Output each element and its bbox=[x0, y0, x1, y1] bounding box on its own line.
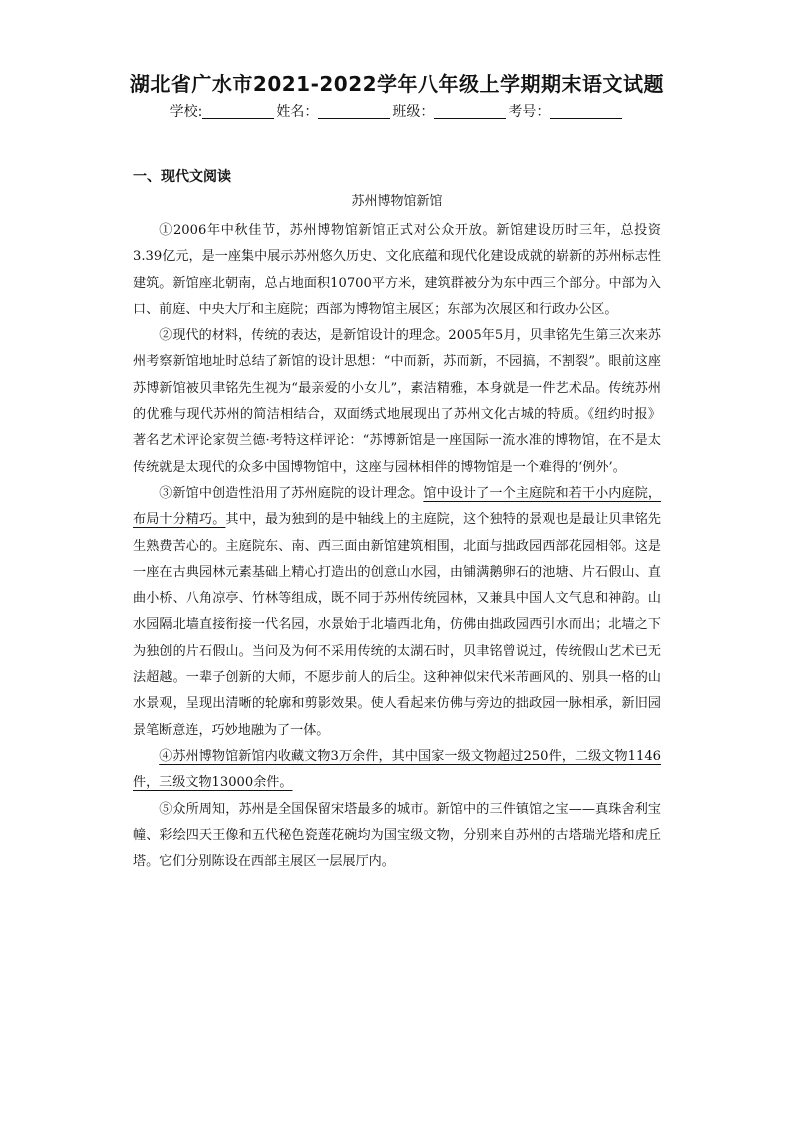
exam-number-label: 考号： bbox=[508, 104, 551, 120]
class-blank[interactable] bbox=[434, 104, 506, 119]
paragraph-3-intro: ③新馆中创造性沿用了苏州庭院的设计理念。 bbox=[159, 485, 424, 501]
paragraph-3-rest: 其中，最为独到的是中轴线上的主庭院，这个独特的景观也是最让贝聿铭先生熟费苦心的。主庭院东、南、西三面由新馆建筑相围，北面与拙政园西部花园相邻。这是一座在古典园林元素基础上精心打造出的创意山水园，由铺满鹅卵石的池塘、片石假山、直曲小桥、八角凉亭、竹林等组成，既不同于苏州传统园林，又兼具中国人文气息和神韵。山水园隔北墙直接衔接一代名园，水景始于北墙西北角，仿佛由拙政园西引水而出；北墙之下为独创的片石假山。当问及为何不采用传统的太湖石时，贝聿铭曾说过，传统假山艺术已无法超越。一辈子创新的大师，不愿步前人的后尘。这种神似宋代米芾画风的、别具一格的山水景观，呈现出清晰的轮廓和剪影效果。使人看起来仿佛与旁边的拙政园一脉相承，新旧园景笔断意连，巧妙地融为了一体。 bbox=[133, 512, 662, 738]
name-label: 姓名： bbox=[276, 104, 319, 120]
paragraph-2: ②现代的材料，传统的表达，是新馆设计的理念。2005年5月，贝聿铭先生第三次来苏州考察新馆地址时总结了新馆的设计思想：“中而新，苏而新，不园搞，不割裂”。眼前这座苏博新馆被贝聿铭先生视为“最亲爱的小女儿”，素洁精雅，本身就是一件艺术品。传统苏州的优雅与现代苏州的简洁相结合，双面绣式地展现出了苏州文化古城的特质。《纽约时报》著名艺术评论家贺兰德·考特这样评论：“苏博新馆是一座国际一流水准的博物馆，在不是太传统就是太现代的众多中国博物馆中，这座与园林相伴的博物馆是一个难得的‘例外’。 bbox=[133, 328, 661, 475]
paragraph-5: ⑤众所周知，苏州是全国保留宋塔最多的城市。新馆中的三件镇馆之宝——真珠舍利宝幢、彩绘四天王像和五代秘色瓷莲花碗均为国宝级文物，分别来自苏州的古塔瑞光塔和虎丘塔。它们分别陈设在西部主展区一层展厅内。 bbox=[133, 801, 661, 870]
school-blank[interactable] bbox=[202, 104, 274, 119]
paragraph-3 bbox=[133, 481, 661, 744]
paragraph-4-underlined: ④苏州博物馆新馆内收藏文物3万余件，其中国家一级文物超过250件，二级文物1146件，三级文物13000余件。 bbox=[133, 748, 661, 791]
name-blank[interactable] bbox=[318, 104, 390, 119]
exam-number-blank[interactable] bbox=[550, 104, 622, 119]
article-title: 苏州博物馆新馆 bbox=[351, 194, 443, 209]
paragraph-1: ①2006年中秋佳节，苏州博物馆新馆正式对公众开放。新馆建设历时三年，总投资3.39亿元，是一座集中展示苏州悠久历史、文化底蕴和现代化建设成就的崭新的苏州标志性建筑。新馆座北朝南，总占地面积10700平方米，建筑群被分为东中西三个部分。中部为入口、前庭、中央大厅和主庭院；西部为博物馆主展区；东部为次展区和行政办公区。 bbox=[133, 223, 661, 317]
exam-title: 湖北省广水市2021-2022学年八年级上学期期末语文试题 bbox=[129, 72, 665, 96]
paragraph-3-underlined: 馆中设计了一个主庭院和若干小内庭院，布局十分精巧。 bbox=[133, 485, 661, 528]
section-heading: 一、现代文阅读 bbox=[133, 169, 231, 185]
student-info-line bbox=[0, 101, 794, 121]
school-label: 学校: bbox=[169, 104, 203, 120]
article-body bbox=[133, 218, 661, 875]
class-label: 班级： bbox=[392, 104, 435, 120]
paragraph-4 bbox=[133, 744, 661, 797]
